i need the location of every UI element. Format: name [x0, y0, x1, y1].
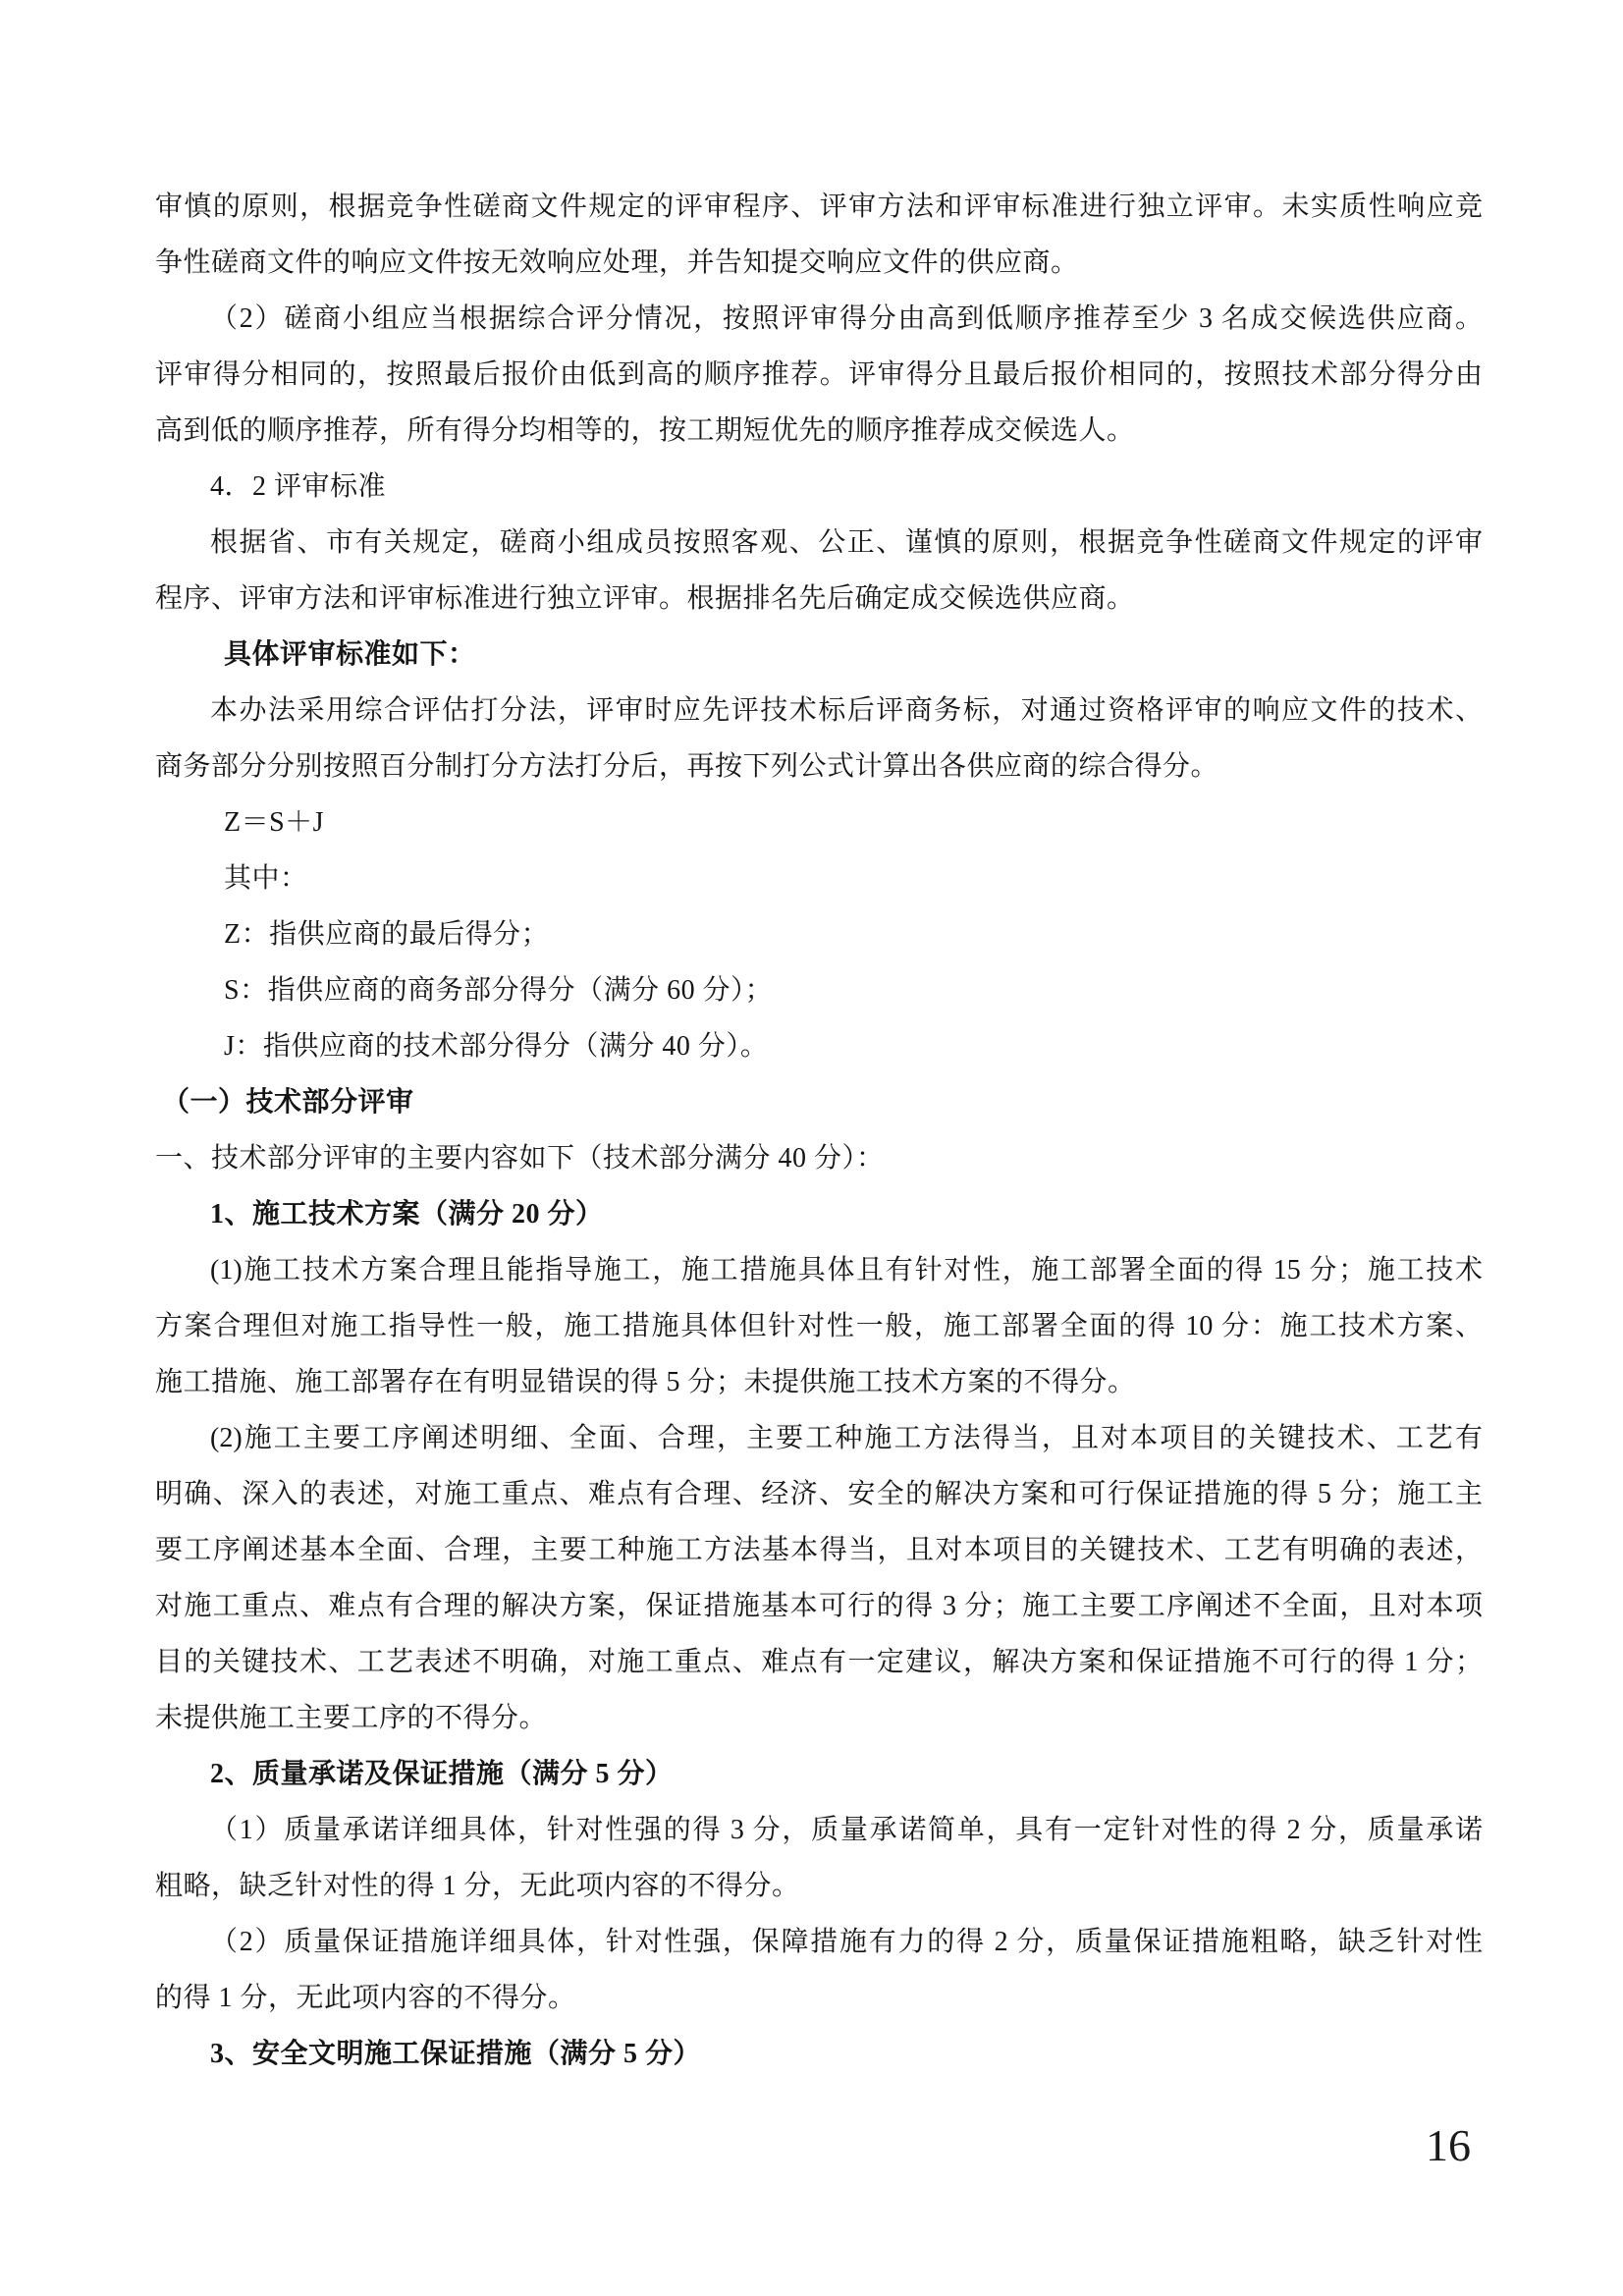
text-line: 其中：	[224, 863, 308, 894]
text-line: 4．2 评审标准	[210, 471, 387, 502]
text-line: 商务部分分别按照百分制打分方法打分后，再按下列公式计算出各供应商的综合得分。	[155, 751, 1219, 782]
text-line: 对施工重点、难点有合理的解决方案，保证措施基本可行的得 3 分；施工主要工序阐述不全面，且对本项	[155, 1591, 1483, 1621]
text-line: 方案合理但对施工指导性一般，施工措施具体但针对性一般，施工部署全面的得 10 分：施工技术方案、	[155, 1311, 1483, 1341]
text-line: S：指供应商的商务部分得分（满分 60 分）；	[224, 975, 774, 1006]
text-line: Z＝S＋J	[224, 807, 325, 838]
text-line: 要工序阐述基本全面、合理，主要工种施工方法基本得当，且对本项目的关键技术、工艺有明确的表述，	[155, 1535, 1483, 1565]
text-line: 审慎的原则，根据竞争性磋商文件规定的评审程序、评审方法和评审标准进行独立评审。未实质性响应竞	[155, 191, 1483, 222]
text-line: 施工措施、施工部署存在有明显错误的得 5 分；未提供施工技术方案的不得分。	[155, 1367, 1136, 1397]
text-line: （2）磋商小组应当根据综合评分情况，按照评审得分由高到低顺序推荐至少 3 名成交候选供应商。	[210, 303, 1483, 334]
text-line: 目的关键技术、工艺表述不明确，对施工重点、难点有一定建议，解决方案和保证措施不可行的得 1 分；	[155, 1647, 1483, 1677]
text-block	[155, 179, 1483, 2082]
text-line: 粗略，缺乏针对性的得 1 分，无此项内容的不得分。	[155, 1871, 800, 1901]
text-line: 争性磋商文件的响应文件按无效响应处理，并告知提交响应文件的供应商。	[155, 247, 1079, 278]
text-line: (1)施工技术方案合理且能指导施工，施工措施具体且有针对性，施工部署全面的得 15 分；施工技术	[210, 1255, 1483, 1285]
text-line: 1、施工技术方案（满分 20 分）	[210, 1199, 604, 1230]
text-line: 根据省、市有关规定，磋商小组成员按照客观、公正、谨慎的原则，根据竞争性磋商文件规定的评审	[210, 527, 1483, 558]
text-line: （一）技术部分评审	[162, 1087, 414, 1118]
text-line: 程序、评审方法和评审标准进行独立评审。根据排名先后确定成交候选供应商。	[155, 583, 1135, 614]
text-line: 评审得分相同的，按照最后报价由低到高的顺序推荐。评审得分且最后报价相同的，按照技术部分得分由	[155, 359, 1483, 390]
text-line: 明确、深入的表述，对施工重点、难点有合理、经济、安全的解决方案和可行保证措施的得 5 分；施工主	[155, 1479, 1483, 1509]
text-line: 一、技术部分评审的主要内容如下（技术部分满分 40 分）：	[155, 1143, 885, 1174]
text-line: 的得 1 分，无此项内容的不得分。	[155, 1983, 576, 2013]
text-line: （2）质量保证措施详细具体，针对性强，保障措施有力的得 2 分，质量保证措施粗略，缺乏针对性	[210, 1927, 1483, 1957]
text-line: 2、质量承诺及保证措施（满分 5 分）	[210, 1759, 674, 1789]
text-line: 高到低的顺序推荐，所有得分均相等的，按工期短优先的顺序推荐成交候选人。	[155, 415, 1135, 446]
page-number: 16	[1426, 2120, 1471, 2170]
text-line: 未提供施工主要工序的不得分。	[155, 1703, 548, 1733]
text-line: （1）质量承诺详细具体，针对性强的得 3 分，质量承诺简单，具有一定针对性的得 2 分，质量承诺	[210, 1815, 1483, 1845]
text-line: 具体评审标准如下：	[224, 639, 476, 670]
text-line: (2)施工主要工序阐述明细、全面、合理，主要工种施工方法得当，且对本项目的关键技术、工艺有	[210, 1423, 1483, 1453]
text-line: 3、安全文明施工保证措施（满分 5 分）	[210, 2039, 702, 2069]
text-line: 本办法采用综合评估打分法，评审时应先评技术标后评商务标，对通过资格评审的响应文件的技术、	[210, 695, 1483, 726]
text-line: Z：指供应商的最后得分；	[224, 919, 550, 950]
text-line: J：指供应商的技术部分得分（满分 40 分）。	[224, 1031, 769, 1062]
